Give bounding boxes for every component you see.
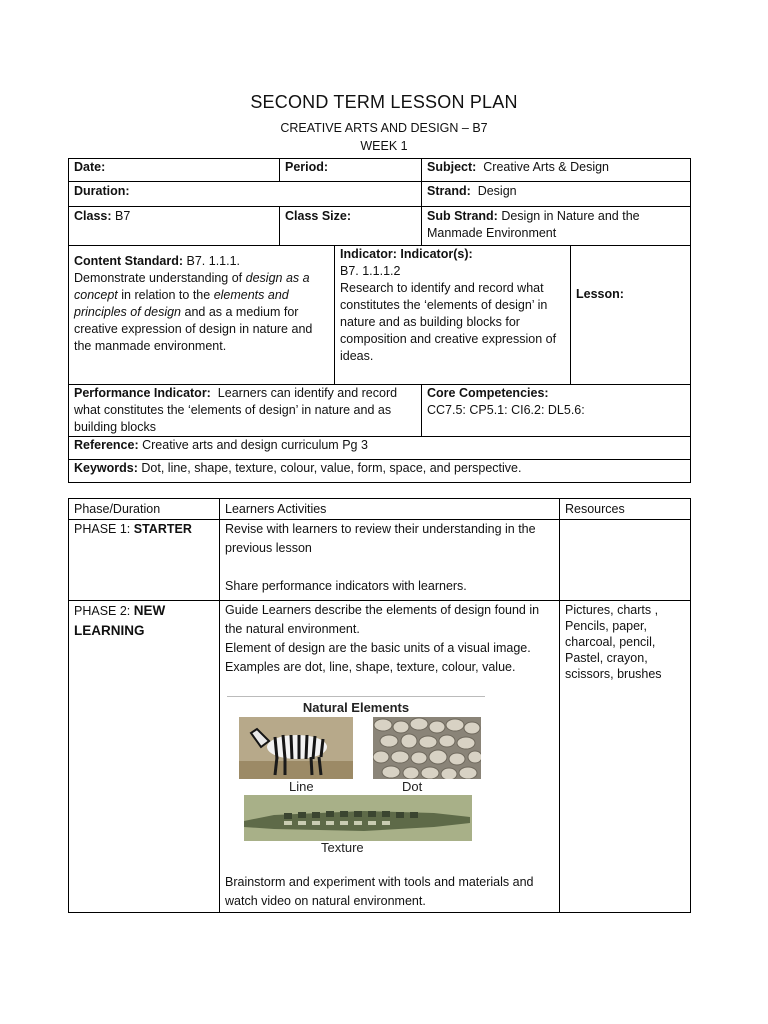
subject-label: Subject: (427, 160, 477, 174)
reference-text: Creative arts and design curriculum Pg 3 (142, 438, 368, 452)
caption-dot: Dot (402, 779, 423, 794)
phase2-activity-brainstorm: Brainstorm and experiment with tools and materials and watch video on natural environment. (225, 875, 534, 908)
document-subtitle: CREATIVE ARTS AND DESIGN – B7 (280, 121, 488, 135)
pebbles-photo (373, 717, 481, 779)
period-field (280, 158, 421, 177)
caption-line: Line (289, 779, 314, 794)
performance-text: Learners can identify and record what constitutes the ‘elements of design’ in nature and as building blocks (74, 386, 398, 434)
duration-field (69, 182, 421, 201)
keywords-text: Dot, line, shape, texture, colour, value, form, space, and perspective. (141, 461, 522, 475)
phase2-resources: Pictures, charts , Pencils, paper, charcoal, pencil, Pastel, crayon, scissors, brushes (565, 603, 662, 681)
performance-label: Performance Indicator: (74, 386, 211, 400)
reference-label: Reference: (74, 438, 139, 452)
figure-title: Natural Elements (302, 700, 410, 715)
keywords (69, 459, 690, 478)
header-phase: Phase/Duration (74, 502, 161, 516)
crocodile-photo (244, 795, 472, 841)
page-title: SECOND TERM LESSON PLAN (250, 92, 518, 112)
content-emphasis: elements and principles of design (74, 288, 289, 319)
core-competencies-text: CC7.5: CP5.1: CI6.2: DL5.6: (427, 403, 585, 417)
reference (69, 436, 690, 455)
content-emphasis: design as a concept (74, 271, 310, 302)
strand-label: Strand: (427, 184, 471, 198)
indicator-text: Research to identify and record what constitutes the ‘elements of design’ in nature and as building blocks for composition and creative expression of ideas. (340, 281, 557, 363)
content-standard-code: B7. 1.1.1. (186, 254, 241, 268)
phase-label-text: PHASE 1: (74, 522, 134, 536)
sub-strand-value: Design in Nature and the Manmade Environment (427, 209, 640, 240)
content-standard-label: Content Standard: (74, 254, 184, 268)
header-activities: Learners Activities (225, 502, 327, 516)
date-field (69, 158, 279, 177)
subject-value: Creative Arts & Design (483, 160, 610, 174)
lesson-label: Lesson: (576, 287, 624, 301)
strand-value: Design (477, 184, 517, 198)
indicator-code: B7. 1.1.1.2 (340, 264, 401, 278)
duration-label: Duration: (74, 184, 130, 198)
indicator-label: Indicator: Indicator(s): (340, 247, 473, 261)
phase2-activity: Element of design are the basic units of a visual image. Examples are dot, line, shape, texture, colour, value. (225, 641, 531, 674)
core-competencies-label: Core Competencies: (427, 386, 549, 400)
phase1-activities (220, 519, 559, 597)
content-text: and as a medium for creative expression of design in nature and the manmade environment. (74, 305, 313, 353)
class-label: Class: (74, 209, 112, 223)
phase1-label (69, 519, 219, 540)
caption-texture: Texture (321, 840, 364, 855)
class-value: B7 (115, 209, 131, 223)
phase2-activities (220, 600, 559, 678)
content-text: Demonstrate understanding of (74, 271, 246, 285)
phase-label-text: PHASE 2: (74, 604, 134, 618)
content-standard (69, 252, 333, 356)
phase-label-bold: STARTER (133, 522, 192, 536)
natural-elements-figure (227, 696, 485, 859)
indicator (335, 245, 570, 366)
content-text: in relation to the (117, 288, 214, 302)
sub-strand-field (422, 207, 690, 243)
class-size-field (280, 207, 421, 226)
phase-label-bold: NEW LEARNING (74, 603, 166, 638)
phase1-activity: Share performance indicators with learners. (225, 579, 467, 593)
header-resources: Resources (565, 502, 625, 516)
period-label: Period: (285, 160, 329, 174)
phase2-activity: Guide Learners describe the elements of design found in the natural environment. (225, 603, 540, 636)
strand-field (422, 182, 690, 201)
class-size-label: Class Size: (285, 209, 352, 223)
date-label: Date: (74, 160, 106, 174)
core-competencies (422, 384, 690, 420)
sub-strand-label: Sub Strand: (427, 209, 498, 223)
zebra-photo (239, 717, 353, 779)
phase1-activity: Revise with learners to review their understanding in the previous lesson (225, 522, 536, 555)
keywords-label: Keywords: (74, 461, 138, 475)
phase2-label (69, 600, 219, 642)
class-field (69, 207, 279, 226)
subject-field (422, 158, 690, 177)
week-label: WEEK 1 (360, 139, 408, 153)
performance-indicator (69, 384, 421, 437)
